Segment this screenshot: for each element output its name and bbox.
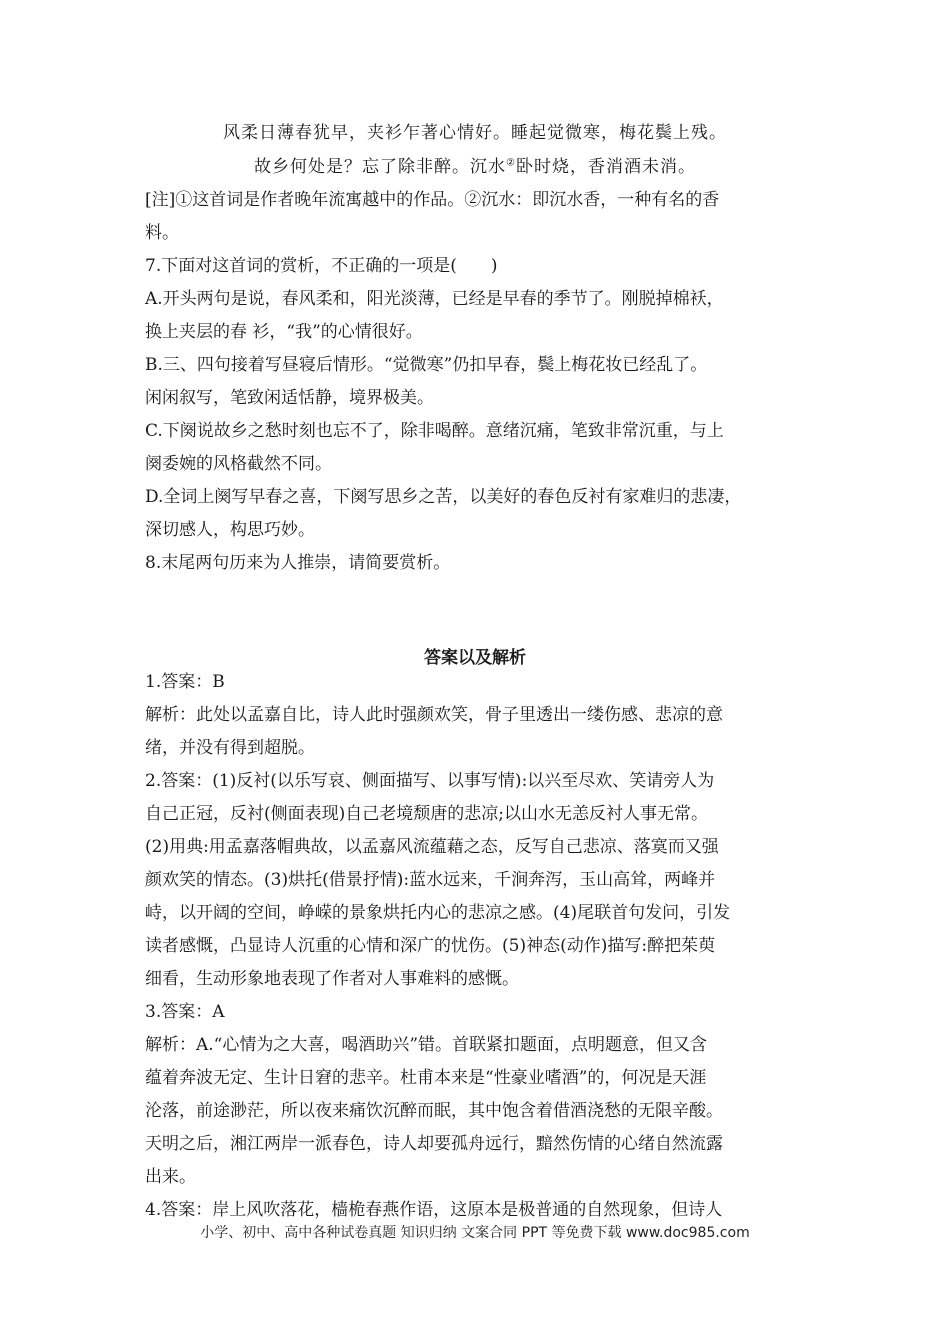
answer-line: 颜欢笑的情态。(3)烘托(借景抒情):蓝水远来，千涧奔泻，玉山高耸，两峰并 [145,870,716,890]
answer-line: 读者感慨，凸显诗人沉重的心情和深广的忧伤。(5)神态(动作)描写:醉把茱萸 [145,936,716,956]
question-7: 7.下面对这首词的赏析，不正确的一项是( ) [145,256,498,276]
poem-line-1: 风柔日薄春犹早，夹衫乍著心情好。睡起觉微寒，梅花鬓上残。 [223,123,727,143]
answer-line: 解析：A.“心情为之大喜，喝酒助兴”错。首联紧扣题面，点明题意，但又含 [145,1035,708,1055]
option-d-line-1: D.全词上阕写早春之喜，下阕写思乡之苦，以美好的春色反衬有家难归的悲凄， [145,487,742,507]
poem-line-2 [0,152,950,177]
answer-line: 3.答案：A [145,1002,225,1022]
option-c-line-2: 阕委婉的风格截然不同。 [145,454,332,474]
answer-line: 细看，生动形象地表现了作者对人事难料的感慨。 [145,969,519,989]
answer-line: 出来。 [145,1167,196,1187]
answers-heading: 答案以及解析 [424,648,526,668]
note-line-1: [注]①这首词是作者晚年流寓越中的作品。②沉水：即沉水香，一种有名的香 [145,190,720,210]
poem-line-2-part-a: 故乡何处是？忘了除非醉。沉水 [254,157,507,177]
answer-line: 沦落，前途渺茫，所以夜来痛饮沉醉而眠，其中饱含着借酒浇愁的无限辛酸。 [145,1101,723,1121]
option-c-line-1: C.下阕说故乡之愁时刻也忘不了，除非喝醉。意绪沉痛，笔致非常沉重，与上 [145,421,724,441]
answer-line: 解析：此处以孟嘉自比，诗人此时强颜欢笑，骨子里透出一缕伤感、悲凉的意 [145,705,723,725]
answer-line: 天明之后，湘江两岸一派春色，诗人却要孤舟远行，黯然伤情的心绪自然流露 [145,1134,723,1154]
footnote-marker-2: ② [506,157,516,169]
answer-line: 4.答案：岸上风吹落花，樯桅春燕作语，这原本是极普通的自然现象，但诗人 [145,1200,723,1220]
answer-line: 峙，以开阔的空间，峥嵘的景象烘托内心的悲凉之感。(4)尾联首句发问，引发 [145,903,731,923]
answer-line: 自己正冠，反衬(侧面表现)自己老境颓唐的悲凉;以山水无恙反衬人事无常。 [145,804,708,824]
question-8: 8.末尾两句历来为人推崇，请简要赏析。 [145,553,451,573]
option-a-line-1: A.开头两句是说，春风柔和，阳光淡薄，已经是早春的季节了。刚脱掉棉袄， [145,289,724,309]
page-footer: 小学、初中、高中各种试卷真题 知识归纳 文案合同 PPT 等免费下载 www.doc985.com [200,1225,750,1241]
answer-line: 2.答案：(1)反衬(以乐写哀、侧面描写、以事写情):以兴至尽欢、笑请旁人为 [145,771,715,791]
option-a-line-2: 换上夹层的春 衫，“我”的心情很好。 [145,322,423,342]
answer-line: 绪，并没有得到超脱。 [145,738,315,758]
answer-line: 1.答案：B [145,672,225,692]
option-b-line-1: B.三、四句接着写昼寝后情形。“觉微寒”仍扣早春，鬓上梅花妆已经乱了。 [145,355,708,375]
note-line-2: 料。 [145,223,179,243]
option-d-line-2: 深切感人，构思巧妙。 [145,520,315,540]
answer-line: (2)用典:用孟嘉落帽典故，以孟嘉风流蕴藉之态，反写自己悲凉、落寞而又强 [145,837,719,857]
answer-line: 蕴着奔波无定、生计日窘的悲辛。杜甫本来是“性豪业嗜酒”的，何况是天涯 [145,1068,707,1088]
poem-line-2-part-b: 卧时烧，香消酒未消。 [515,157,696,177]
option-b-line-2: 闲闲叙写，笔致闲适恬静，境界极美。 [145,388,434,408]
